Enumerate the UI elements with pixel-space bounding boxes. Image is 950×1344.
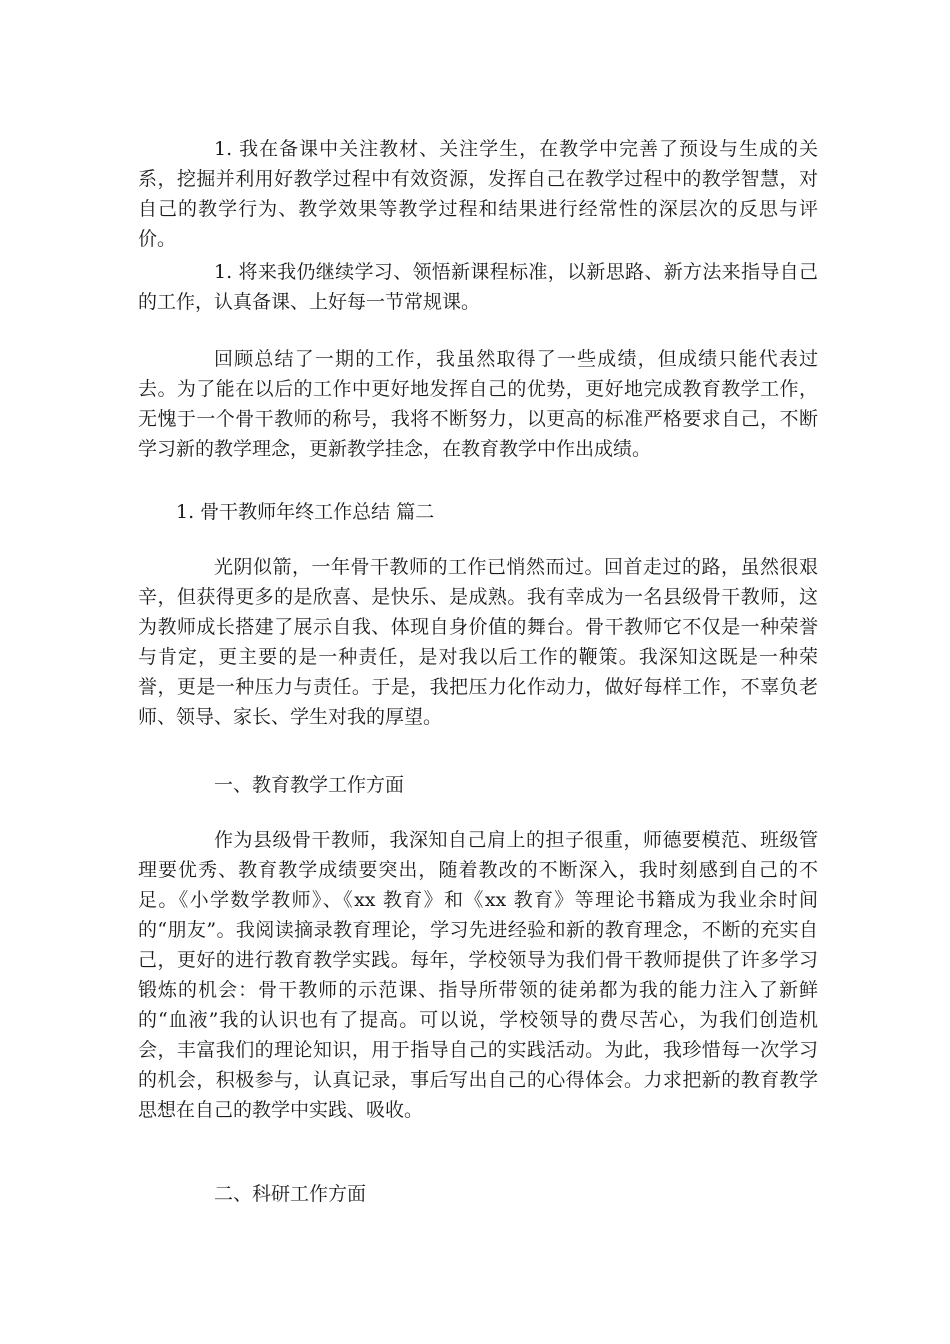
- paragraph-year-review: 光阴似箭，一年骨干教师的工作已悄然而过。回首走过的路，虽然很艰辛，但获得更多的是欣喜、是快乐、是成熟。我有幸成为一名县级骨干教师，这为教师成长搭建了展示自我、体现自身价值的舞台。骨干教师它不仅是一种荣誉与肯定，更主要的是一种责任，是对我以后工作的鞭策。我深知这既是一种荣誉，更是一种压力与责任。于是，我把压力化作动力，做好每样工作，不辜负老师、领导、家长、学生对我的厚望。: [138, 556, 818, 728]
- paragraph-lesson-preparation: 1. 我在备课中关注教材、关注学生，在教学中完善了预设与生成的关系，挖掘并利用好教学过程中有效资源，发挥自己在教学过程中的教学智慧，对自己的教学行为、教学效果等教学过程和结果进行经常性的深层次的反思与评价。: [138, 138, 818, 250]
- paragraph-review-summary: 回顾总结了一期的工作，我虽然取得了一些成绩，但成绩只能代表过去。为了能在以后的工作中更好地发挥自己的优势，更好地完成教育教学工作，无愧于一个骨干教师的称号，我将不断努力，以更高的标准严格要求自己，不断学习新的教学理念，更新教学挂念，在教育教学中作出成绩。: [138, 348, 818, 460]
- paragraph-teaching-work: 作为县级骨干教师，我深知自己肩上的担子很重，师德要模范、班级管理要优秀、教育教学成绩要突出，随着教改的不断深入，我时刻感到自己的不足。《小学数学教师》、《xx 教育》和《xx 教育》等理论书籍成为我业余时间的“朋友”。我阅读摘录教育理论，学习先进经验和新的教育理念，不断的充实自己，更好的进行教育教学实践。每年，学校领导为我们骨干教师提供了许多学习锻炼的机会：骨干教师的示范课、指导所带领的徒弟都为我的能力注入了新鲜的“血液”我的认识也有了提高。可以说，学校领导的费尽苦心，为我们创造机会，丰富我们的理论知识，用于指导自己的实践活动。为此，我珍惜每一次学习的机会，积极参与，认真记录，事后写出自己的心得体会。力求把新的教育教学思想在自己的教学中实践、吸收。: [138, 829, 818, 1121]
- paragraph-future-plan: 1. 将来我仍继续学习、领悟新课程标准，以新思路、新方法来指导自己的工作，认真备课、上好每一节常规课。: [138, 261, 818, 313]
- section-heading-part-two: 1. 骨干教师年终工作总结 篇二: [176, 501, 435, 523]
- section-heading-teaching-work: 一、教育教学工作方面: [214, 774, 405, 796]
- section-heading-research-work: 二、科研工作方面: [214, 1183, 367, 1205]
